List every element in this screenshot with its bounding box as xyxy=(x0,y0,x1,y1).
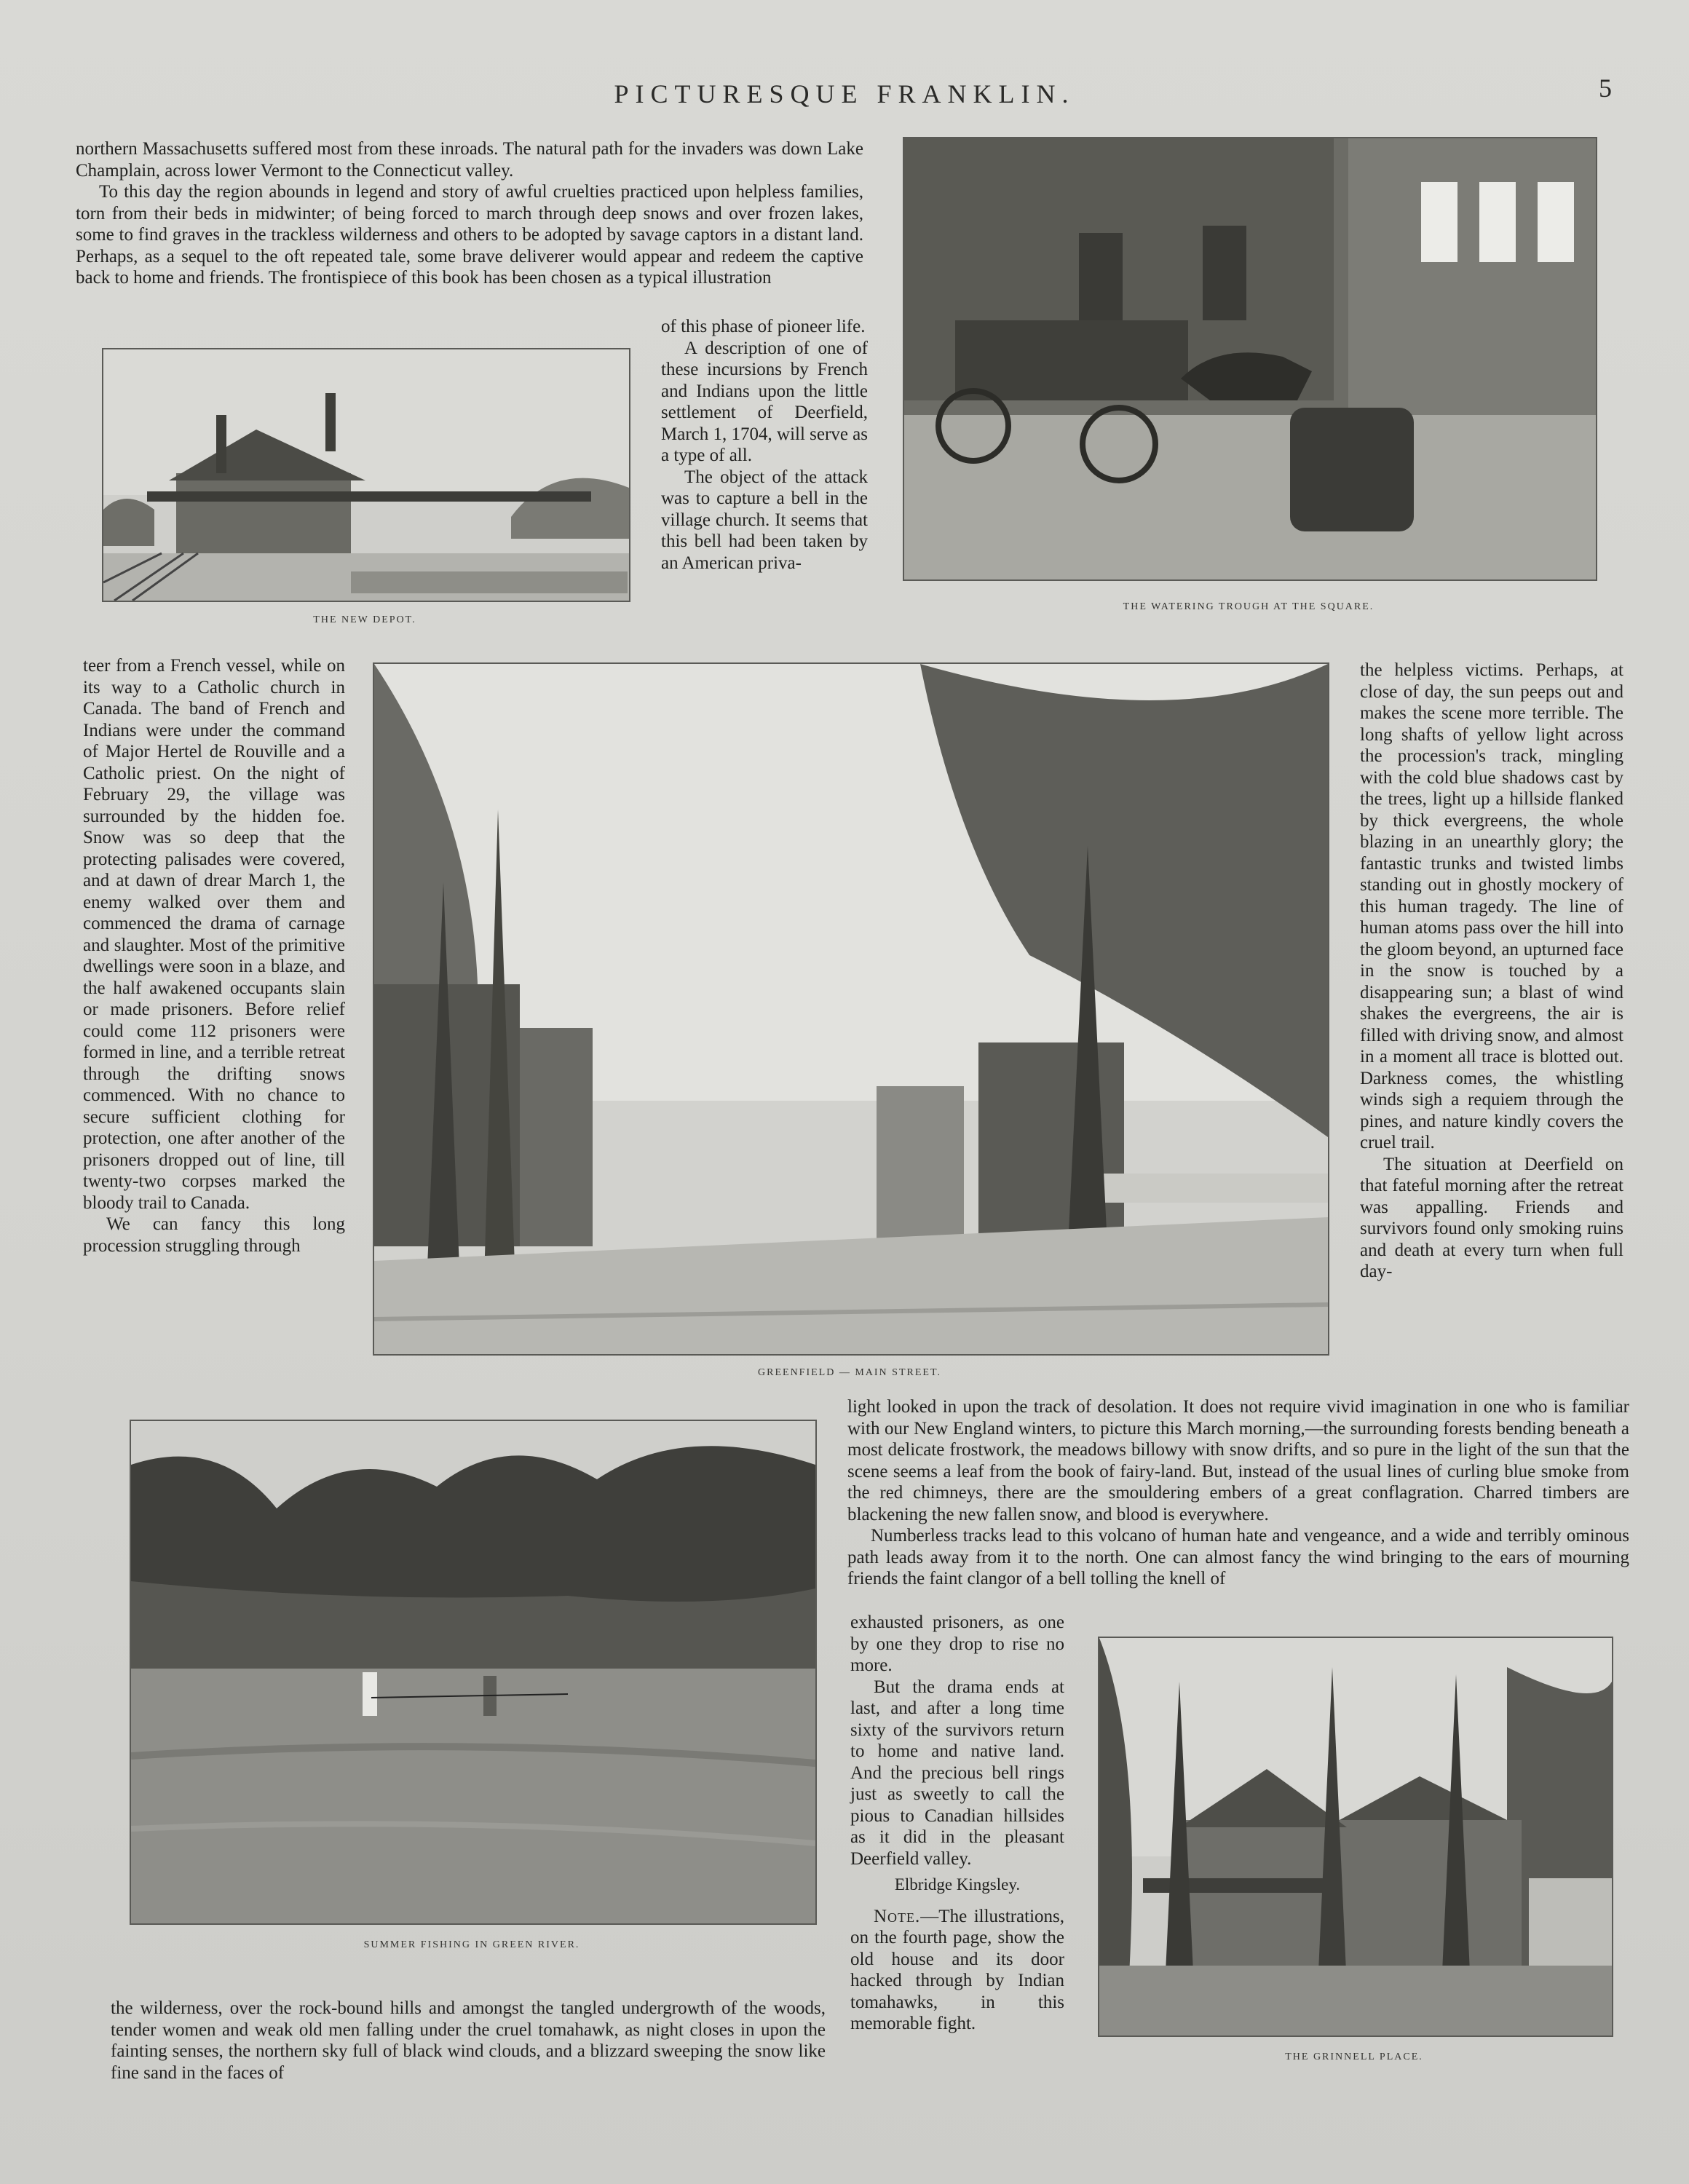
photo-main-street xyxy=(373,662,1329,1356)
caption-new-depot: THE NEW DEPOT. xyxy=(313,614,416,625)
caption-grinnell-place: THE GRINNELL PLACE. xyxy=(1285,2052,1423,2062)
text-block-left-middle xyxy=(83,655,345,1257)
paragraph: of this phase of pioneer life. xyxy=(661,317,866,336)
note-label: Note. xyxy=(874,1906,921,1926)
author-signature: Elbridge Kingsley. xyxy=(894,1875,1021,1894)
text-block-bottom-left xyxy=(111,1998,826,2084)
caption-summer-fishing: SUMMER FISHING IN GREEN RIVER. xyxy=(363,1939,580,1950)
paragraph: The situation at Deerfield on that fateful morning after the retreat was appalling. Friends and survivors found only smoking ruins and death at every turn when full day- xyxy=(1360,1154,1623,1281)
paragraph: We can fancy this long procession struggling through xyxy=(83,1214,345,1256)
text-block-right-column xyxy=(1360,660,1623,1283)
paragraph: northern Massachusetts suffered most from these inroads. The natural path for the invaders was down Lake Champlain, across lower Vermont to the Connecticut valley. xyxy=(76,139,863,181)
caption-main-street: GREENFIELD — MAIN STREET. xyxy=(758,1367,941,1378)
paragraph: Numberless tracks lead to this volcano of human hate and vengeance, and a wide and terribly ominous path leads away from it to the north. One can almost fancy the wind bringing to the ears of mourning friends the faint clangor of a bell tolling the knell of xyxy=(847,1526,1629,1588)
photo-grinnell-place xyxy=(1098,1637,1613,2037)
note-paragraph xyxy=(850,1906,1064,2035)
paragraph: light looked in upon the track of desolation. It does not require vivid imagination in one who is familiar with our New England winters, to picture this March morning,—the surrounding forests bending beneath a most delicate frostwork, the meadows billowy with snow drifts, and so pure in the light of the sun that the scene seems a leaf from the book of fairy-land. But, instead of the usual lines of curling blue smoke from the red chimneys, there are the smouldering embers of a great conflagration. Charred timbers are blackening the new fallen snow, and blood is everywhere. xyxy=(847,1397,1629,1524)
text-block-top-left xyxy=(76,138,863,289)
page-number: 5 xyxy=(1599,74,1612,103)
paragraph: the helpless victims. Perhaps, at close of day, the sun peeps out and makes the scene more terrible. The long shafts of yellow light across the procession's track, mingling with the cold blue shadows cast by the trees, light up a hillside flanked by thick evergreens, the whole blazing in an unearthly glory; the fantastic trunks and twisted limbs standing out in ghostly mockery of this human tragedy. The line of human atoms pass over the hill into the gloom beyond, an upturned face in the snow is touched by a disappearing sun; a blast of wind shakes the evergreens, the air is filled with driving snow, and almost in a moment all trace is blotted out. Darkness comes, the whistling winds sigh a requiem through the pines, and nature kindly covers the cruel trail. xyxy=(1360,660,1623,1152)
photo-summer-fishing xyxy=(130,1420,817,1925)
photo-watering-trough xyxy=(903,137,1597,581)
paragraph: To this day the region abounds in legend and story of awful cruelties practiced upon helpless families, torn from their beds in midwinter; of being forced to march through deep snows and over frozen lakes, some to find graves in the trackless wilderness and others to be adopted by savage captors in a distant land. Perhaps, as a sequel to the oft repeated tale, some brave deliverer would appear and redeem the captive back to home and friends. The frontispiece of this book has been chosen as a typical illustration xyxy=(76,182,863,288)
paragraph: the wilderness, over the rock-bound hills and amongst the tangled undergrowth of the woods, tender women and weak old men falling under the cruel tomahawk, as night closes in upon the fainting senses, the northern sky full of black wind clouds, and a blizzard sweeping the snow like fine sand in the faces of xyxy=(111,1998,826,2083)
note-text: —The illustrations, on the fourth page, show the old house and its door hacked through by Indian tomahawks, in this memorable fight. xyxy=(850,1906,1064,2033)
running-header: PICTURESQUE FRANKLIN. xyxy=(614,79,1075,108)
text-block-beside-depot xyxy=(661,316,868,574)
text-block-signature-column xyxy=(850,1612,1064,2035)
paragraph: The object of the attack was to capture a bell in the village church. It seems that this bell had been taken by an American priva- xyxy=(661,467,868,573)
paragraph: teer from a French vessel, while on its way to a Catholic church in Canada. The band of French and Indians were under the command of Major Hertel de Rouville and a Catholic priest. On the night of February 29, the village was surrounded by the hidden foe. Snow was so deep that the protecting palisades were covered, and at dawn of drear March 1, the enemy walked over them and commenced the drama of carnage and slaughter. Most of the primitive dwellings were soon in a blaze, and the half awakened occupants slain or made prisoners. Before relief could come 112 prisoners were formed in line, and a terrible retreat through the drifting snows commenced. With no chance to secure sufficient clothing for protection, one after another of the prisoners dropped out of line, till twenty-two corpses marked the bloody trail to Canada. xyxy=(83,656,345,1213)
caption-watering-trough: THE WATERING TROUGH AT THE SQUARE. xyxy=(1123,601,1374,612)
text-block-wide-middle xyxy=(847,1396,1629,1590)
paragraph: A description of one of these incursions by French and Indians upon the little settlement of Deerfield, March 1, 1704, will serve as a type of all. xyxy=(661,338,868,465)
paragraph: exhausted prisoners, as one by one they drop to rise no more. xyxy=(850,1613,1064,1675)
photo-new-depot xyxy=(102,348,630,602)
paragraph: But the drama ends at last, and after a long time sixty of the survivors return to home and native land. And the precious bell rings just as sweetly to call the pious to Canadian hillsides as it did in the pleasant Deerfield valley. xyxy=(850,1677,1064,1869)
